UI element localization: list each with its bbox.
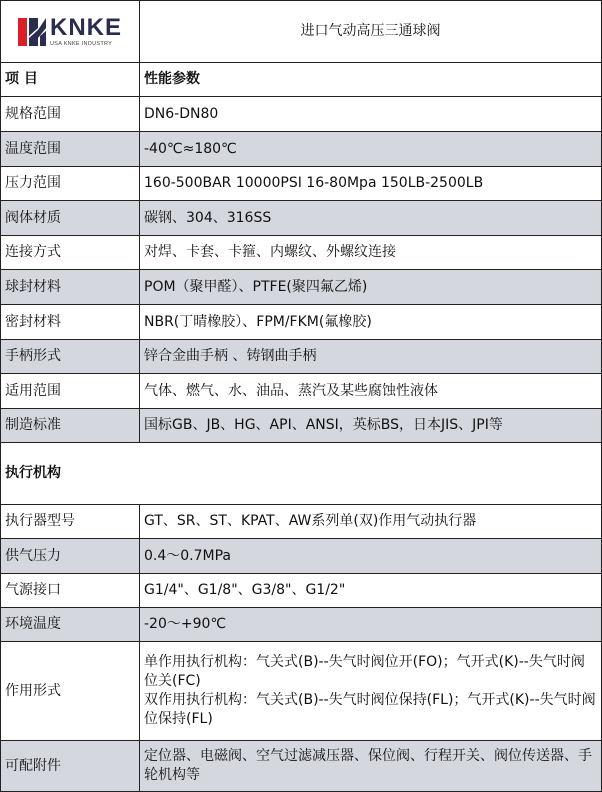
row-label: 连接方式	[1, 236, 140, 270]
table-row	[1, 340, 602, 374]
table-row	[1, 539, 602, 574]
action-single: 单作用执行机构：气关式(B)--失气时阀位开(FO)；气开式(K)--失气时阀位关(FC)	[144, 654, 585, 689]
row-value: -40℃≈180℃	[140, 132, 602, 167]
row-label: 适用范围	[1, 374, 140, 409]
row-label: 制造标准	[1, 409, 140, 443]
brand-logo	[5, 13, 135, 48]
row-label: 可配附件	[1, 741, 140, 792]
title-row	[1, 1, 602, 63]
row-label: 作用形式	[1, 642, 140, 741]
row-label: 执行器型号	[1, 505, 140, 539]
row-value: 气体、燃气、水、油品、蒸汽及某些腐蚀性液体	[140, 374, 602, 409]
row-value: 对焊、卡套、卡箍、内螺纹、外螺纹连接	[140, 236, 602, 270]
table-row	[1, 642, 602, 741]
logo-cell	[1, 1, 140, 63]
row-value: 碳钢、304、316SS	[140, 201, 602, 236]
brand-tagline: USA KNKE INDUSTRY	[49, 40, 113, 47]
table-row	[1, 201, 602, 236]
row-value: POM（聚甲醛）、PTFE(聚四氟乙烯)	[140, 270, 602, 305]
row-value: NBR(丁晴橡胶）、FPM/FKM(氟橡胶)	[140, 305, 602, 340]
page-title: 进口气动高压三通球阀	[140, 1, 602, 63]
row-value: 160-500BAR 10000PSI 16-80Mpa 150LB-2500LB	[140, 167, 602, 201]
row-value: G1/4"、G1/8"、G3/8"、G1/2"	[140, 574, 602, 608]
section-title: 执行机构	[1, 443, 602, 505]
row-value: 定位器、电磁阀、空气过滤减压器、保位阀、行程开关、阀位传送器、手轮机构等	[140, 741, 602, 792]
action-double: 双作用执行机构：气关式(B)--失气时阀位保持(FL)；气开式(K)--失气时阀位保持(FL)	[144, 692, 596, 727]
header-row	[1, 63, 602, 97]
table-row	[1, 132, 602, 167]
header-value: 性能参数	[140, 63, 602, 97]
row-label: 阀体材质	[1, 201, 140, 236]
table-row	[1, 409, 602, 443]
table-row	[1, 270, 602, 305]
row-value: DN6-DN80	[140, 97, 602, 132]
section-row	[1, 443, 602, 505]
table-row	[1, 167, 602, 201]
table-row	[1, 608, 602, 642]
row-value: 0.4～0.7MPa	[140, 539, 602, 574]
row-value: 国标GB、JB、HG、API、ANSI，英标BS，日本JIS、JPI等	[140, 409, 602, 443]
row-label: 环境温度	[1, 608, 140, 642]
table-row	[1, 374, 602, 409]
table-row	[1, 305, 602, 340]
table-row	[1, 236, 602, 270]
table-row	[1, 505, 602, 539]
row-label: 供气压力	[1, 539, 140, 574]
row-label: 密封材料	[1, 305, 140, 340]
row-value	[140, 642, 602, 741]
row-value: 锌合金曲手柄 、铸钢曲手柄	[140, 340, 602, 374]
row-label: 手柄形式	[1, 340, 140, 374]
table-row	[1, 97, 602, 132]
row-label: 温度范围	[1, 132, 140, 167]
row-value: -20～+90℃	[140, 608, 602, 642]
table-row	[1, 741, 602, 792]
brand-name: KNKE	[49, 13, 122, 41]
row-value: GT、SR、ST、KPAT、AW系列单(双)作用气动执行器	[140, 505, 602, 539]
row-label: 规格范围	[1, 97, 140, 132]
table-row	[1, 574, 602, 608]
header-item: 项 目	[1, 63, 140, 97]
row-label: 压力范围	[1, 167, 140, 201]
row-label: 球封材料	[1, 270, 140, 305]
knke-logo-icon	[18, 18, 46, 46]
row-label: 气源接口	[1, 574, 140, 608]
